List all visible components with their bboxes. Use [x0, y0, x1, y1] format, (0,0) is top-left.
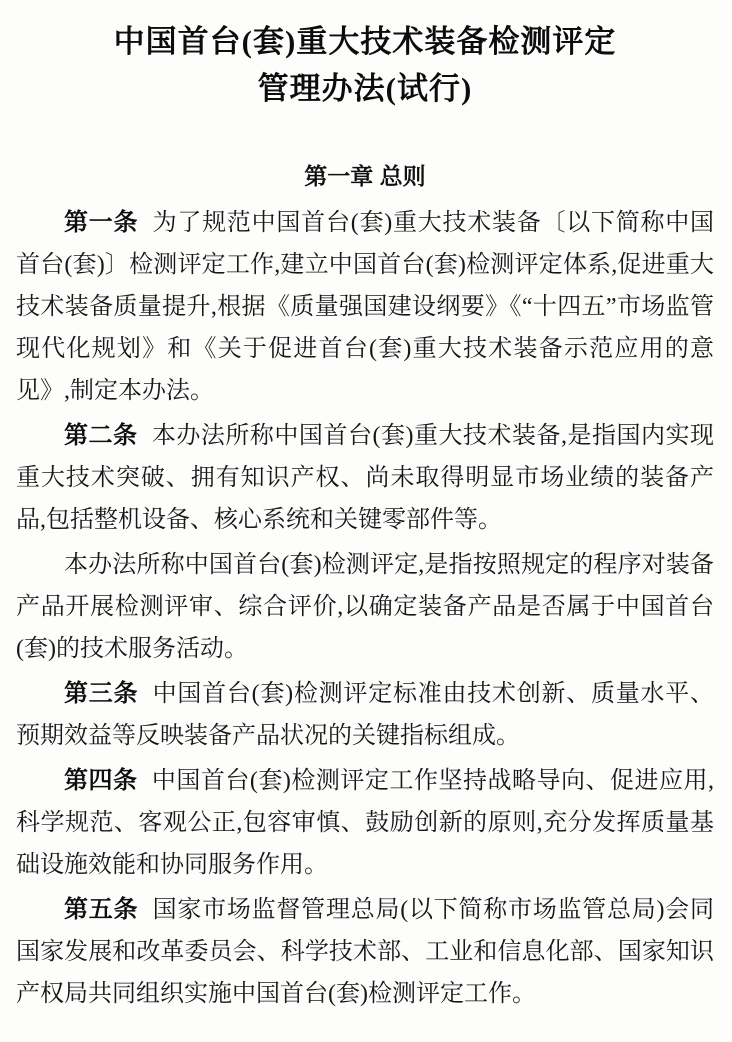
article-2-continuation-text: 本办法所称中国首台(套)检测评定,是指按照规定的程序对装备产品开展检测评审、综合评价,以确定装备产品是否属于中国首台(套)的技术服务活动。 [16, 552, 714, 662]
chapter-heading: 第一章 总则 [304, 163, 426, 189]
article-1-label: 第一条 [64, 209, 139, 236]
paragraph-article-3 [16, 673, 714, 757]
article-4-label: 第四条 [64, 767, 138, 794]
article-3-label: 第三条 [64, 680, 139, 707]
document-title [16, 18, 714, 112]
paragraph-article-1 [16, 202, 714, 412]
paragraph-article-5 [16, 889, 714, 1015]
paragraph-article-2-continuation [16, 544, 714, 670]
article-4-text: 中国首台(套)检测评定工作坚持战略导向、促进应用,科学规范、客观公正,包容审慎、鼓励创新的原则,充分发挥质量基础设施效能和协同服务作用。 [16, 768, 715, 878]
article-2-text: 本办法所称中国首台(套)重大技术装备,是指国内实现重大技术突破、拥有知识产权、尚未取得明显市场业绩的装备产品,包括整机设备、核心系统和关键零部件等。 [16, 423, 715, 533]
paragraph-article-4 [16, 760, 714, 886]
document-title-line-1: 中国首台(套)重大技术装备检测评定 [113, 24, 617, 59]
article-3-text: 中国首台(套)检测评定标准由技术创新、质量水平、预期效益等反映装备产品状况的关键指标组成。 [16, 681, 714, 749]
article-5-text: 国家市场监督管理总局(以下简称市场监管总局)会同国家发展和改革委员会、科学技术部、工业和信息化部、国家知识产权局共同组织实施中国首台(套)检测评定工作。 [16, 897, 714, 1007]
article-5-label: 第五条 [64, 896, 139, 923]
article-2-label: 第二条 [64, 422, 138, 449]
document-title-line-2: 管理办法(试行) [257, 71, 473, 106]
document-body [16, 202, 714, 1015]
paragraph-article-2 [16, 415, 714, 541]
article-1-text: 为了规范中国首台(套)重大技术装备〔以下简称中国首台(套)〕检测评定工作,建立中国首台(套)检测评定体系,促进重大技术装备质量提升,根据《质量强国建设纲要》《“十四五”市场监管现代化规划》和《关于促进首台(套)重大技术装备示范应用的意见》,制定本办法。 [16, 210, 714, 404]
